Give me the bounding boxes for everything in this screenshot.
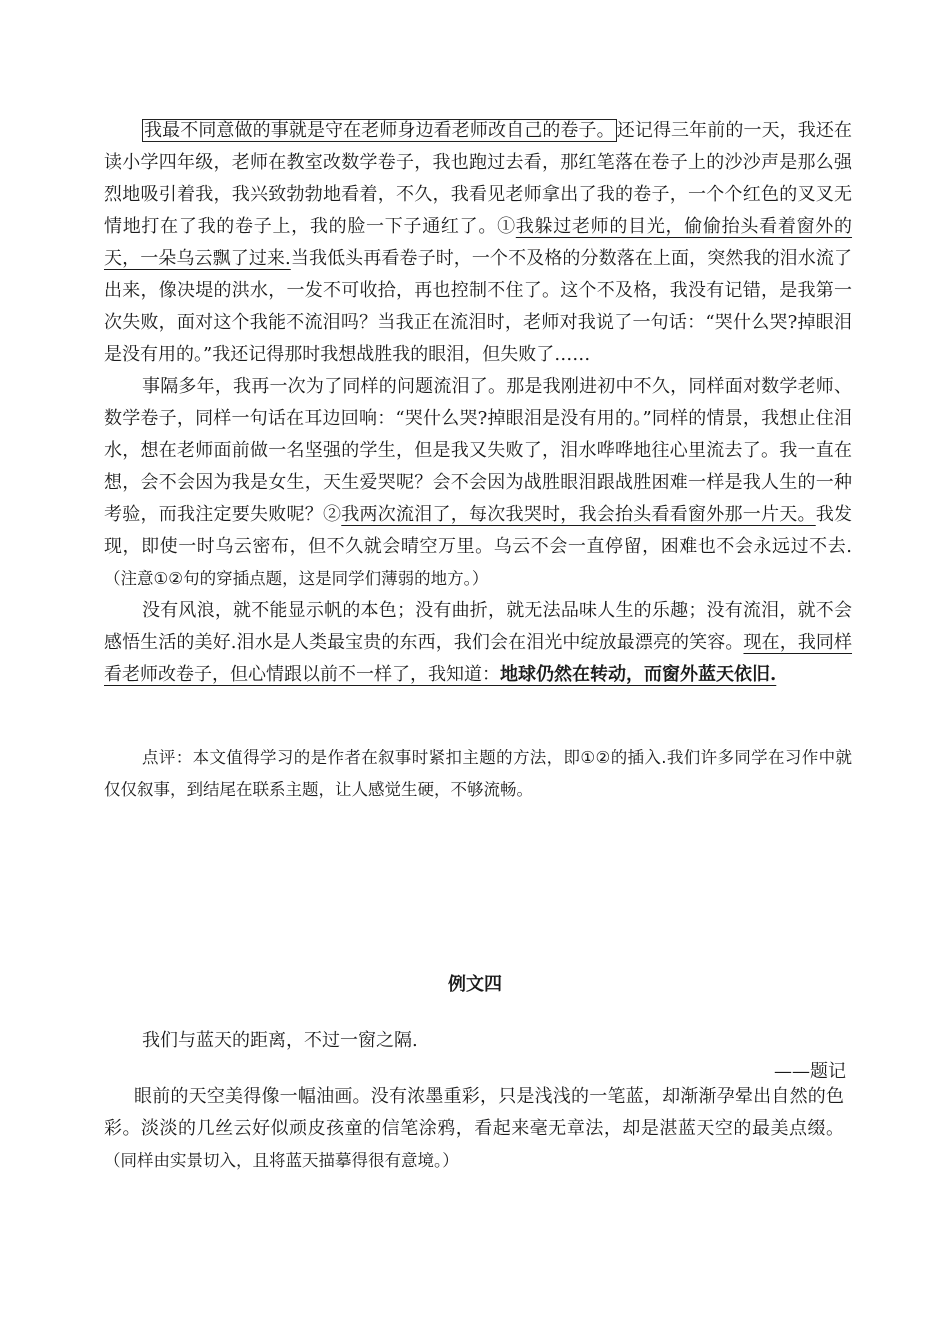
underlined-sentence-1: 我躲过老师的目光，偷偷抬头看着窗外的天，一朵乌云飘了过来.: [104, 216, 853, 269]
paragraph-1: [104, 115, 852, 371]
commentary: 点评：本文值得学习的是作者在叙事时紧扣主题的方法，即①②的插入.我们许多同学在习作中就仅仅叙事，到结尾在联系主题，让人感觉生硬，不够流畅。: [104, 748, 852, 799]
section-title: 例文四: [448, 974, 502, 995]
epigraph: 我们与蓝天的距离，不过一窗之隔.: [142, 1030, 418, 1051]
paragraph-4-text: 眼前的天空美得像一幅油画。没有浓墨重彩，只是浅浅的一笔蓝，却渐渐孕晕出自然的色彩。淡淡的几丝云好似顽皮孩童的信笔涂鸦，看起来毫无章法，却是湛蓝天空的最美点缀。: [104, 1086, 844, 1139]
paragraph-3-text: 没有风浪，就不能显示帆的本色；没有曲折，就无法品味人生的乐趣；没有流泪，就不会感悟生活的美好.泪水是人类最宝贵的东西，我们会在泪光中绽放最漂亮的笑容。: [104, 600, 852, 653]
paragraph-2-text-a: 事隔多年，我再一次为了同样的问题流泪了。那是我刚进初中不久，同样面对数学老师、数学卷子，同样一句话在耳边回响：“哭什么哭?掉眼泪是没有用的。”同样的情景，我想止住泪水，想在老师面前做一名坚强的学生，但是我又失败了，泪水哗哗地往心里流去了。我一直在想，会不会因为我是女生，天生爱哭呢？会不会因为战胜眼泪跟战胜困难一样是我人生的一种考验，而我注定要失败呢？②: [104, 376, 852, 525]
paragraph-2: [104, 371, 852, 595]
paragraph-1-text-b: 当我低头再看卷子时，一个不及格的分数落在上面，突然我的泪水流了出来，像决堤的洪水，一发不可收拾，再也控制不住了。这个不及格，我没有记错，是我第一次失败，面对这个我能不流泪吗？当我正在流泪时，老师对我说了一句话：“哭什么哭?掉眼泪是没有用的。”我还记得那时我想战胜我的眼泪，但失败了……: [104, 248, 852, 365]
editor-note-2: （同样由实景切入，且将蓝天描摹得很有意境。）: [104, 1151, 459, 1170]
boxed-sentence: 我最不同意做的事就是守在老师身边看老师改自己的卷子。: [144, 120, 615, 141]
paragraph-1-text-a: 还记得三年前的一天，我还在读小学四年级，老师在教室改数学卷子，我也跑过去看，那红笔落在卷子上的沙沙声是那么强烈地吸引着我，我兴致勃勃地看着，不久，我看见老师拿出了我的卷子，一个个红色的叉叉无情地打在了我的卷子上，我的脸一下子通红了。①: [104, 120, 852, 237]
essay-body: [104, 115, 852, 691]
paragraph-4: [104, 1081, 844, 1177]
underlined-sentence-2: 我两次流泪了，每次我哭时，我会抬头看看窗外那一片天。: [341, 504, 816, 525]
bold-conclusion: 地球仍然在转动，而窗外蓝天依旧.: [500, 664, 777, 685]
underlined-conclusion: 现在，我同样看老师改卷子，但心情跟以前不一样了，我知道：: [104, 632, 853, 685]
epigraph-signature: ——题记: [774, 1061, 846, 1082]
paragraph-3: [104, 595, 852, 691]
paragraph-2-text-b: 我发现，即使一时乌云密布，但不久就会晴空万里。乌云不会一直停留，困难也不会永远过不去.: [104, 504, 852, 557]
editor-note-1: （注意①②句的穿插点题，这是同学们薄弱的地方。）: [104, 569, 489, 588]
